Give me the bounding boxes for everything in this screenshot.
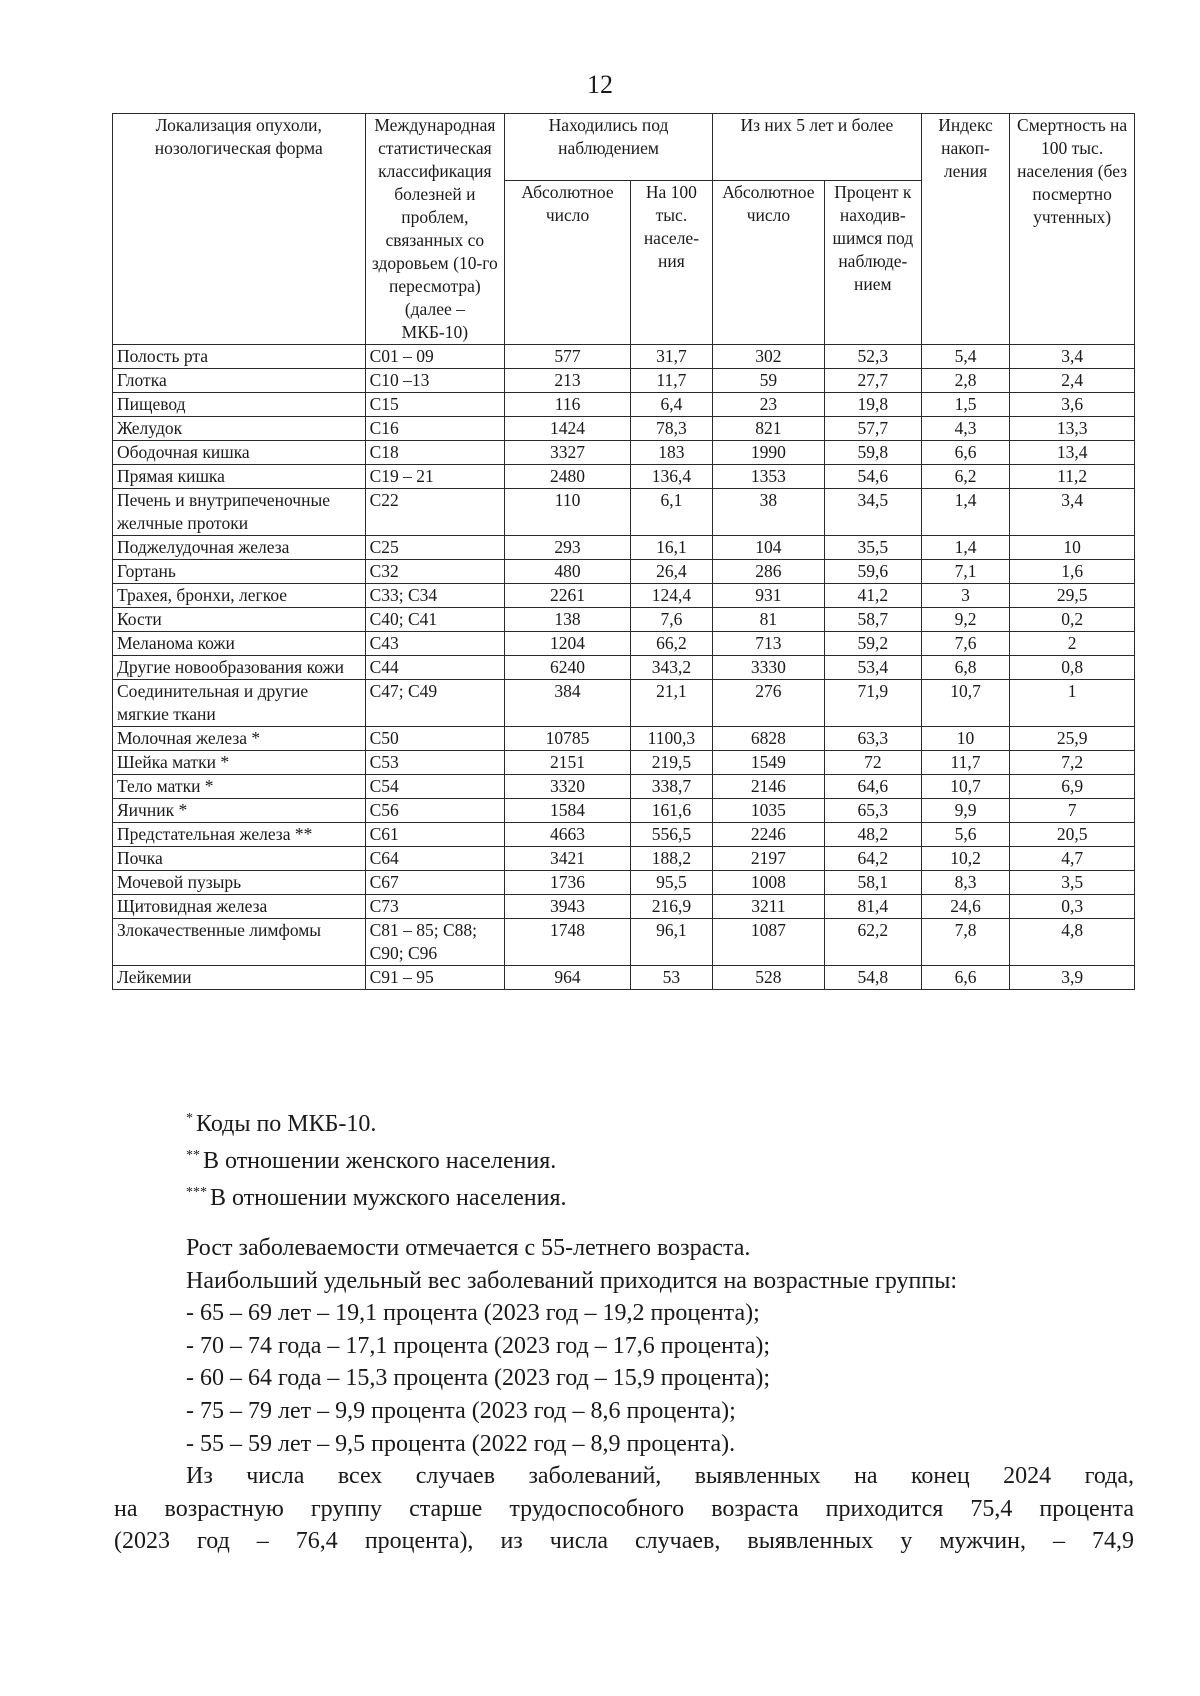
cell-index: 6,2 xyxy=(921,465,1009,489)
cell-mortality: 13,3 xyxy=(1010,417,1135,441)
cell-icd-code: C18 xyxy=(365,441,505,465)
table-row xyxy=(113,751,1135,775)
cell-per-100k: 188,2 xyxy=(630,847,712,871)
cell-per-100k: 338,7 xyxy=(630,775,712,799)
cell-localization: Соединительная и другие мягкие ткани xyxy=(113,680,366,727)
cell-mortality: 3,4 xyxy=(1010,489,1135,536)
cell-absolute: 964 xyxy=(505,966,631,990)
cell-mortality: 2 xyxy=(1010,632,1135,656)
cell-index: 3 xyxy=(921,584,1009,608)
cell-percent: 41,2 xyxy=(824,584,921,608)
cell-mortality: 1,6 xyxy=(1010,560,1135,584)
cell-mortality: 4,7 xyxy=(1010,847,1135,871)
cell-per-100k: 26,4 xyxy=(630,560,712,584)
cell-percent: 58,1 xyxy=(824,871,921,895)
cell-icd-code: C61 xyxy=(365,823,505,847)
cell-absolute: 10785 xyxy=(505,727,631,751)
cell-localization: Прямая кишка xyxy=(113,465,366,489)
table-row xyxy=(113,632,1135,656)
list-item: - 75 – 79 лет – 9,9 процента (2023 год – 8,6 процента); xyxy=(186,1397,736,1424)
cell-per-100k: 556,5 xyxy=(630,823,712,847)
cell-absolute-5y: 276 xyxy=(712,680,824,727)
cell-index: 5,6 xyxy=(921,823,1009,847)
cell-absolute: 1748 xyxy=(505,919,631,966)
cell-absolute: 3327 xyxy=(505,441,631,465)
cell-icd-code: C33; C34 xyxy=(365,584,505,608)
list-item: - 60 – 64 года – 15,3 процента (2023 год – 15,9 процента); xyxy=(186,1365,771,1392)
cell-mortality: 20,5 xyxy=(1010,823,1135,847)
cell-per-100k: 66,2 xyxy=(630,632,712,656)
cell-index: 4,3 xyxy=(921,417,1009,441)
cell-percent: 63,3 xyxy=(824,727,921,751)
footnote-mark: ** xyxy=(186,1148,200,1163)
cell-localization: Меланома кожи xyxy=(113,632,366,656)
cell-absolute-5y: 81 xyxy=(712,608,824,632)
cell-icd-code: C10 –13 xyxy=(365,369,505,393)
cell-localization: Почка xyxy=(113,847,366,871)
cell-index: 10,2 xyxy=(921,847,1009,871)
table-row xyxy=(113,823,1135,847)
cell-percent: 81,4 xyxy=(824,895,921,919)
header-localization: Локализация опухоли, нозологическая форма xyxy=(113,114,366,345)
cell-percent: 62,2 xyxy=(824,919,921,966)
paragraph-line: Из числа всех случаев заболеваний, выявленных на конец 2024 года, xyxy=(186,1463,1134,1490)
footnote-text: Коды по МКБ-10. xyxy=(196,1111,377,1137)
cell-absolute: 138 xyxy=(505,608,631,632)
cell-percent: 58,7 xyxy=(824,608,921,632)
cell-mortality: 3,5 xyxy=(1010,871,1135,895)
cell-icd-code: C25 xyxy=(365,536,505,560)
table-body xyxy=(113,345,1135,990)
cell-index: 6,8 xyxy=(921,656,1009,680)
cell-absolute: 3320 xyxy=(505,775,631,799)
cell-icd-code: C22 xyxy=(365,489,505,536)
cell-mortality: 11,2 xyxy=(1010,465,1135,489)
cell-per-100k: 1100,3 xyxy=(630,727,712,751)
cell-percent: 57,7 xyxy=(824,417,921,441)
table-row xyxy=(113,966,1135,990)
table-row xyxy=(113,536,1135,560)
cell-icd-code: C64 xyxy=(365,847,505,871)
cell-index: 7,1 xyxy=(921,560,1009,584)
cell-per-100k: 6,1 xyxy=(630,489,712,536)
cell-icd-code: C53 xyxy=(365,751,505,775)
cell-percent: 48,2 xyxy=(824,823,921,847)
cell-icd-code: C91 – 95 xyxy=(365,966,505,990)
cell-absolute-5y: 821 xyxy=(712,417,824,441)
paragraph-line: Наибольший удельный вес заболеваний приходится на возрастные группы: xyxy=(186,1267,958,1294)
cell-mortality: 4,8 xyxy=(1010,919,1135,966)
cell-absolute-5y: 713 xyxy=(712,632,824,656)
list-item: - 65 – 69 лет – 19,1 процента (2023 год – 19,2 процента); xyxy=(186,1300,760,1327)
cell-localization: Шейка матки * xyxy=(113,751,366,775)
cell-mortality: 0,3 xyxy=(1010,895,1135,919)
table-row xyxy=(113,489,1135,536)
cell-absolute: 480 xyxy=(505,560,631,584)
cell-icd-code: C01 – 09 xyxy=(365,345,505,369)
cell-localization: Печень и внутрипеченочные желчные протоки xyxy=(113,489,366,536)
cell-localization: Злокачественные лимфомы xyxy=(113,919,366,966)
header-under-observation: Находились под наблюдением xyxy=(505,114,713,181)
cell-absolute: 1424 xyxy=(505,417,631,441)
cell-icd-code: C16 xyxy=(365,417,505,441)
table-row xyxy=(113,560,1135,584)
page-number: 12 xyxy=(587,70,613,99)
cell-percent: 54,6 xyxy=(824,465,921,489)
header-mortality: Смертность на 100 тыс. населения (без посмертно учтенных) xyxy=(1010,114,1135,345)
cell-icd-code: C47; C49 xyxy=(365,680,505,727)
cell-icd-code: C50 xyxy=(365,727,505,751)
cell-localization: Лейкемии xyxy=(113,966,366,990)
statistics-table xyxy=(112,113,1135,990)
table-row xyxy=(113,799,1135,823)
cell-percent: 59,6 xyxy=(824,560,921,584)
footnote-text: В отношении женского населения. xyxy=(203,1148,557,1174)
cell-icd-code: C81 – 85; C88; C90; C96 xyxy=(365,919,505,966)
cell-percent: 19,8 xyxy=(824,393,921,417)
cell-percent: 52,3 xyxy=(824,345,921,369)
cell-absolute-5y: 3330 xyxy=(712,656,824,680)
cell-absolute-5y: 2146 xyxy=(712,775,824,799)
table-row xyxy=(113,608,1135,632)
cell-mortality: 2,4 xyxy=(1010,369,1135,393)
cell-per-100k: 183 xyxy=(630,441,712,465)
cell-mortality: 6,9 xyxy=(1010,775,1135,799)
cell-index: 11,7 xyxy=(921,751,1009,775)
paragraph-line: (2023 год – 76,4 процента), из числа случаев, выявленных у мужчин, – 74,9 xyxy=(114,1528,1134,1555)
cell-index: 8,3 xyxy=(921,871,1009,895)
cell-mortality: 0,8 xyxy=(1010,656,1135,680)
cell-index: 1,5 xyxy=(921,393,1009,417)
cell-per-100k: 124,4 xyxy=(630,584,712,608)
table-row xyxy=(113,680,1135,727)
footnotes xyxy=(186,1103,567,1214)
cell-index: 6,6 xyxy=(921,966,1009,990)
cell-index: 10 xyxy=(921,727,1009,751)
cell-localization: Трахея, бронхи, легкое xyxy=(113,584,366,608)
cell-index: 5,4 xyxy=(921,345,1009,369)
cell-per-100k: 31,7 xyxy=(630,345,712,369)
cell-per-100k: 219,5 xyxy=(630,751,712,775)
header-icd: Международная статистическая классификация болезней и проблем, связанных со здоровьем (10-го пересмотра) (далее – МКБ-10) xyxy=(365,114,505,345)
cell-localization: Предстательная железа ** xyxy=(113,823,366,847)
cell-absolute-5y: 302 xyxy=(712,345,824,369)
table-row xyxy=(113,441,1135,465)
cell-absolute-5y: 1353 xyxy=(712,465,824,489)
cell-index: 6,6 xyxy=(921,441,1009,465)
cell-icd-code: C32 xyxy=(365,560,505,584)
table-row xyxy=(113,847,1135,871)
cell-icd-code: C40; C41 xyxy=(365,608,505,632)
cell-localization: Другие новообразования кожи xyxy=(113,656,366,680)
cell-absolute-5y: 1035 xyxy=(712,799,824,823)
cell-absolute-5y: 104 xyxy=(712,536,824,560)
cell-mortality: 1 xyxy=(1010,680,1135,727)
footnote-text: В отношении мужского населения. xyxy=(210,1185,567,1211)
footnote-mark: *** xyxy=(186,1185,207,1200)
cell-per-100k: 7,6 xyxy=(630,608,712,632)
cell-mortality: 3,9 xyxy=(1010,966,1135,990)
cell-absolute-5y: 23 xyxy=(712,393,824,417)
cell-index: 2,8 xyxy=(921,369,1009,393)
body-text xyxy=(114,1232,1134,1558)
cell-absolute-5y: 286 xyxy=(712,560,824,584)
cell-index: 10,7 xyxy=(921,775,1009,799)
cell-index: 7,6 xyxy=(921,632,1009,656)
cell-localization: Гортань xyxy=(113,560,366,584)
table-row xyxy=(113,895,1135,919)
table-row xyxy=(113,871,1135,895)
cell-absolute-5y: 931 xyxy=(712,584,824,608)
cell-localization: Щитовидная железа xyxy=(113,895,366,919)
cell-index: 9,2 xyxy=(921,608,1009,632)
list-item: - 55 – 59 лет – 9,5 процента (2022 год – 8,9 процента). xyxy=(186,1430,736,1457)
cell-per-100k: 216,9 xyxy=(630,895,712,919)
cell-localization: Желудок xyxy=(113,417,366,441)
table-row xyxy=(113,345,1135,369)
table-row xyxy=(113,919,1135,966)
table-row xyxy=(113,417,1135,441)
cell-percent: 35,5 xyxy=(824,536,921,560)
cell-absolute-5y: 1549 xyxy=(712,751,824,775)
cell-absolute: 1204 xyxy=(505,632,631,656)
cell-icd-code: C44 xyxy=(365,656,505,680)
cell-mortality: 29,5 xyxy=(1010,584,1135,608)
cell-mortality: 7,2 xyxy=(1010,751,1135,775)
table-row xyxy=(113,727,1135,751)
cell-icd-code: C54 xyxy=(365,775,505,799)
cell-per-100k: 53 xyxy=(630,966,712,990)
cell-per-100k: 343,2 xyxy=(630,656,712,680)
cell-localization: Молочная железа * xyxy=(113,727,366,751)
cell-percent: 71,9 xyxy=(824,680,921,727)
cell-localization: Ободочная кишка xyxy=(113,441,366,465)
cell-localization: Мочевой пузырь xyxy=(113,871,366,895)
cell-absolute-5y: 1008 xyxy=(712,871,824,895)
cell-per-100k: 95,5 xyxy=(630,871,712,895)
cell-absolute-5y: 38 xyxy=(712,489,824,536)
cell-index: 9,9 xyxy=(921,799,1009,823)
table-row xyxy=(113,584,1135,608)
cell-index: 10,7 xyxy=(921,680,1009,727)
paragraph-line: на возрастную группу старше трудоспособного возраста приходится 75,4 процента xyxy=(114,1495,1134,1522)
table-header xyxy=(113,114,1135,345)
cell-localization: Тело матки * xyxy=(113,775,366,799)
cell-absolute-5y: 2197 xyxy=(712,847,824,871)
footnote xyxy=(186,1177,567,1214)
cell-absolute: 577 xyxy=(505,345,631,369)
cell-icd-code: C73 xyxy=(365,895,505,919)
cell-localization: Поджелудочная железа xyxy=(113,536,366,560)
cell-percent: 72 xyxy=(824,751,921,775)
cell-absolute: 2480 xyxy=(505,465,631,489)
paragraph-line: Рост заболеваемости отмечается с 55-летнего возраста. xyxy=(186,1235,751,1261)
cell-percent: 34,5 xyxy=(824,489,921,536)
cell-localization: Глотка xyxy=(113,369,366,393)
cell-per-100k: 6,4 xyxy=(630,393,712,417)
cell-absolute: 1736 xyxy=(505,871,631,895)
cell-icd-code: C43 xyxy=(365,632,505,656)
cell-mortality: 10 xyxy=(1010,536,1135,560)
cell-absolute-5y: 528 xyxy=(712,966,824,990)
cell-absolute: 116 xyxy=(505,393,631,417)
cell-per-100k: 21,1 xyxy=(630,680,712,727)
cell-absolute: 6240 xyxy=(505,656,631,680)
cell-index: 1,4 xyxy=(921,489,1009,536)
cell-percent: 64,2 xyxy=(824,847,921,871)
cell-percent: 54,8 xyxy=(824,966,921,990)
cell-mortality: 7 xyxy=(1010,799,1135,823)
table-row xyxy=(113,369,1135,393)
cell-absolute-5y: 6828 xyxy=(712,727,824,751)
cell-absolute: 3943 xyxy=(505,895,631,919)
cell-mortality: 3,4 xyxy=(1010,345,1135,369)
cell-index: 1,4 xyxy=(921,536,1009,560)
cell-absolute: 1584 xyxy=(505,799,631,823)
list-item: - 70 – 74 года – 17,1 процента (2023 год – 17,6 процента); xyxy=(186,1332,771,1359)
footnote xyxy=(186,1103,567,1140)
cell-per-100k: 16,1 xyxy=(630,536,712,560)
header-five-years: Из них 5 лет и более xyxy=(712,114,921,181)
cell-percent: 27,7 xyxy=(824,369,921,393)
cell-localization: Полость рта xyxy=(113,345,366,369)
header-percent: Процент к находив-шимся под наблюде-нием xyxy=(824,180,921,344)
cell-absolute: 293 xyxy=(505,536,631,560)
cell-absolute-5y: 1990 xyxy=(712,441,824,465)
cell-absolute: 384 xyxy=(505,680,631,727)
header-abs: Абсолютное число xyxy=(505,180,631,344)
cell-absolute: 213 xyxy=(505,369,631,393)
cell-percent: 59,2 xyxy=(824,632,921,656)
cell-per-100k: 78,3 xyxy=(630,417,712,441)
cell-percent: 65,3 xyxy=(824,799,921,823)
cell-mortality: 0,2 xyxy=(1010,608,1135,632)
cell-icd-code: C19 – 21 xyxy=(365,465,505,489)
table-row xyxy=(113,656,1135,680)
cell-absolute-5y: 59 xyxy=(712,369,824,393)
cell-mortality: 13,4 xyxy=(1010,441,1135,465)
cell-absolute-5y: 1087 xyxy=(712,919,824,966)
cell-index: 24,6 xyxy=(921,895,1009,919)
cell-per-100k: 11,7 xyxy=(630,369,712,393)
header-index: Индекс накоп-ления xyxy=(921,114,1009,345)
cell-percent: 53,4 xyxy=(824,656,921,680)
cell-percent: 59,8 xyxy=(824,441,921,465)
cell-absolute-5y: 3211 xyxy=(712,895,824,919)
cell-per-100k: 161,6 xyxy=(630,799,712,823)
cell-absolute-5y: 2246 xyxy=(712,823,824,847)
table-row xyxy=(113,775,1135,799)
footnote xyxy=(186,1140,567,1177)
header-abs2: Абсолютное число xyxy=(712,180,824,344)
cell-index: 7,8 xyxy=(921,919,1009,966)
cell-localization: Кости xyxy=(113,608,366,632)
cell-absolute: 4663 xyxy=(505,823,631,847)
cell-mortality: 25,9 xyxy=(1010,727,1135,751)
cell-icd-code: C15 xyxy=(365,393,505,417)
cell-absolute: 2151 xyxy=(505,751,631,775)
cell-icd-code: C67 xyxy=(365,871,505,895)
cell-per-100k: 96,1 xyxy=(630,919,712,966)
cell-absolute: 2261 xyxy=(505,584,631,608)
cell-icd-code: C56 xyxy=(365,799,505,823)
table-row xyxy=(113,465,1135,489)
cell-localization: Пищевод xyxy=(113,393,366,417)
cell-absolute: 110 xyxy=(505,489,631,536)
cell-absolute: 3421 xyxy=(505,847,631,871)
cell-mortality: 3,6 xyxy=(1010,393,1135,417)
table-row xyxy=(113,393,1135,417)
header-per100k: На 100 тыс. населе-ния xyxy=(630,180,712,344)
cell-localization: Яичник * xyxy=(113,799,366,823)
footnote-mark: * xyxy=(186,1111,193,1126)
cell-percent: 64,6 xyxy=(824,775,921,799)
cell-per-100k: 136,4 xyxy=(630,465,712,489)
